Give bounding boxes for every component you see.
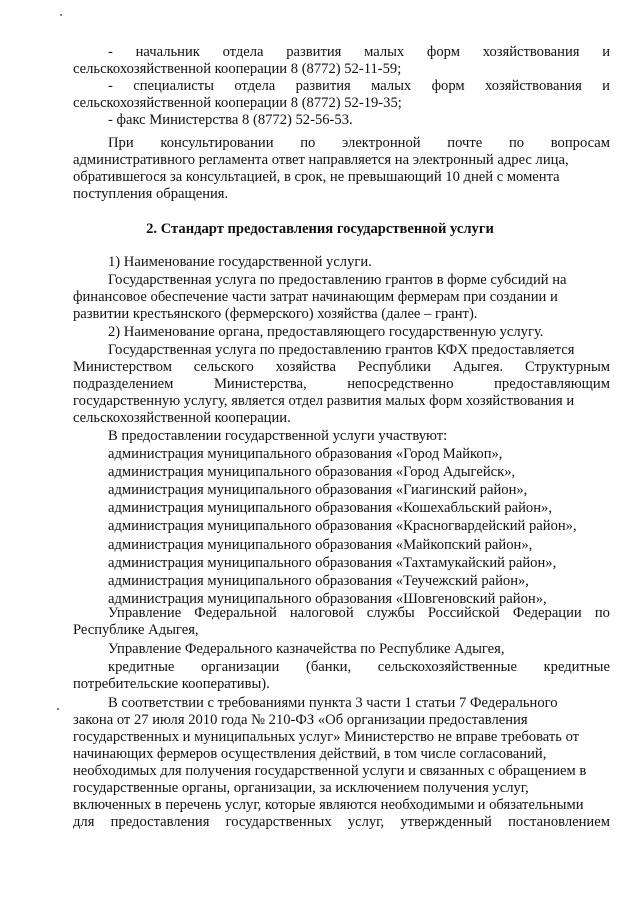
participant-item: администрация муниципального образования «Красногвардейский район», — [108, 518, 577, 535]
word: непосредственно — [347, 376, 454, 392]
word: При — [108, 135, 134, 151]
paragraph-line — [108, 135, 610, 151]
paragraph-line: Управление Федерального казначейства по Республике Адыгея, — [108, 641, 505, 657]
participants-intro: В предоставлении государственной услуги участвуют: — [108, 428, 448, 444]
paragraph-line: Государственная услуга по предоставлению грантов в форме субсидий на — [108, 272, 567, 288]
participant-item: администрация муниципального образования «Гиагинский район», — [108, 482, 528, 499]
paragraph-line: начинающих фермеров осуществления действий, в том числе согласований, — [73, 746, 547, 762]
contact-line-head — [108, 44, 610, 60]
contact-line-cont: сельскохозяйственной кооперации 8 (8772) 52-11-59; — [73, 61, 402, 77]
word: развития — [295, 78, 351, 94]
item-title: 1) Наименование государственной услуги. — [108, 254, 372, 270]
fax-line: - факс Министерства 8 (8772) 52-56-53. — [108, 112, 353, 128]
word: - — [108, 78, 113, 94]
word: отдела — [234, 78, 276, 94]
word: Управление — [108, 605, 182, 621]
word: подразделением — [73, 376, 174, 392]
word: сельского — [193, 359, 254, 375]
paragraph-line: развитии крестьянского (фермерского) хозяйства (далее – грант). — [73, 306, 478, 322]
scan-speck — [57, 708, 59, 710]
word: хозяйствования — [485, 78, 582, 94]
word: форм — [431, 78, 465, 94]
paragraph-line — [73, 359, 610, 375]
paragraph-line: закона от 27 июля 2010 года № 210-ФЗ «Об организации предоставления — [73, 712, 528, 728]
paragraph-line: поступления обращения. — [73, 186, 229, 202]
paragraph-line: В соответствии с требованиями пункта 3 части 1 статьи 7 Федерального — [108, 695, 558, 711]
word: по — [594, 605, 610, 621]
section-title: 2. Стандарт предоставления государственной услуги — [146, 221, 494, 237]
paragraph-line: Государственная услуга по предоставлению грантов КФХ предоставляется — [108, 342, 575, 358]
paragraph-line: государственных и муниципальных услуг» Министерство не вправе требовать от — [73, 729, 580, 745]
word: Федерации — [512, 605, 582, 621]
word: для — [73, 814, 95, 830]
paragraph-line: сельскохозяйственной кооперации. — [73, 410, 291, 426]
word: кредитные — [108, 659, 175, 675]
paragraph-line: обратившегося за консультацией, в срок, не превышающий 10 дней с момента — [73, 169, 560, 185]
word: по — [300, 135, 316, 151]
word: Федеральной — [194, 605, 277, 621]
word: развития — [286, 44, 342, 60]
participant-item: администрация муниципального образования «Город Адыгейск», — [108, 464, 516, 481]
word: и — [602, 78, 610, 94]
word: малых — [371, 78, 412, 94]
contact-line-head — [108, 78, 610, 94]
word: почте — [447, 135, 483, 151]
paragraph-line: государственные органы, организации, за исключением получения услуг, — [73, 780, 529, 796]
word: Структурным — [524, 359, 610, 375]
word: кредитные — [543, 659, 610, 675]
word: хозяйствования — [482, 44, 580, 60]
word: Министерством — [73, 359, 172, 375]
word: электронной — [342, 135, 421, 151]
word: специалисты — [133, 78, 214, 94]
participant-item: администрация муниципального образования «Кошехабльский район», — [108, 500, 552, 517]
word: государственных — [225, 814, 332, 830]
participant-item: администрация муниципального образования «Тахтамукайский район», — [108, 554, 557, 571]
paragraph-line — [108, 659, 610, 675]
word: консультировании — [160, 135, 274, 151]
word: налоговой — [289, 605, 354, 621]
word: услуг, — [347, 814, 385, 830]
participant-item: администрация муниципального образования «Майкопский район», — [108, 536, 533, 553]
word: форм — [426, 44, 460, 60]
word: сельскохозяйственные — [377, 659, 517, 675]
word: вопросам — [550, 135, 610, 151]
paragraph-line — [73, 814, 610, 830]
word: Министерства, — [213, 376, 307, 392]
word: отдела — [222, 44, 264, 60]
word: Адыгея. — [452, 359, 504, 375]
item-title: 2) Наименование органа, предоставляющего государственную услугу. — [108, 324, 544, 340]
word: начальник — [135, 44, 200, 60]
word: малых — [364, 44, 405, 60]
word: хозяйства — [275, 359, 336, 375]
word: организации — [201, 659, 280, 675]
word: и — [602, 44, 610, 60]
contact-line-cont: сельскохозяйственной кооперации 8 (8772) 52-19-35; — [73, 95, 402, 111]
paragraph-line: государственную услугу, является отдел развития малых форм хозяйствования и — [73, 393, 575, 409]
participant-item: администрация муниципального образования «Теучежский район», — [108, 572, 529, 589]
paragraph-line: Республике Адыгея, — [73, 622, 199, 638]
word: Республики — [357, 359, 431, 375]
paragraph-line — [73, 376, 610, 392]
participant-item: администрация муниципального образования «Шовгеновский район», — [108, 590, 547, 607]
paragraph-line — [108, 605, 610, 621]
paragraph-line: потребительские кооперативы). — [73, 676, 270, 692]
word: - — [108, 44, 113, 60]
word: утвержденный — [400, 814, 492, 830]
word: предоставления — [110, 814, 210, 830]
word: (банки, — [306, 659, 352, 675]
scan-speck — [60, 14, 62, 16]
paragraph-line: финансовое обеспечение части затрат начинающим фермерам при создании и — [73, 289, 558, 305]
participant-item: администрация муниципального образования «Город Майкоп», — [108, 446, 503, 462]
word: предоставляющим — [494, 376, 610, 392]
paragraph-line: необходимых для получения государственной услуги и связанных с обращением в — [73, 763, 587, 779]
word: по — [508, 135, 525, 151]
paragraph-line: включенных в перечень услуг, которые являются необходимыми и обязательными — [73, 797, 584, 813]
paragraph-line: административного регламента ответ направляется на электронный адрес лица, — [73, 152, 569, 168]
word: постановлением — [508, 814, 610, 830]
word: службы — [366, 605, 415, 621]
word: Российской — [427, 605, 500, 621]
